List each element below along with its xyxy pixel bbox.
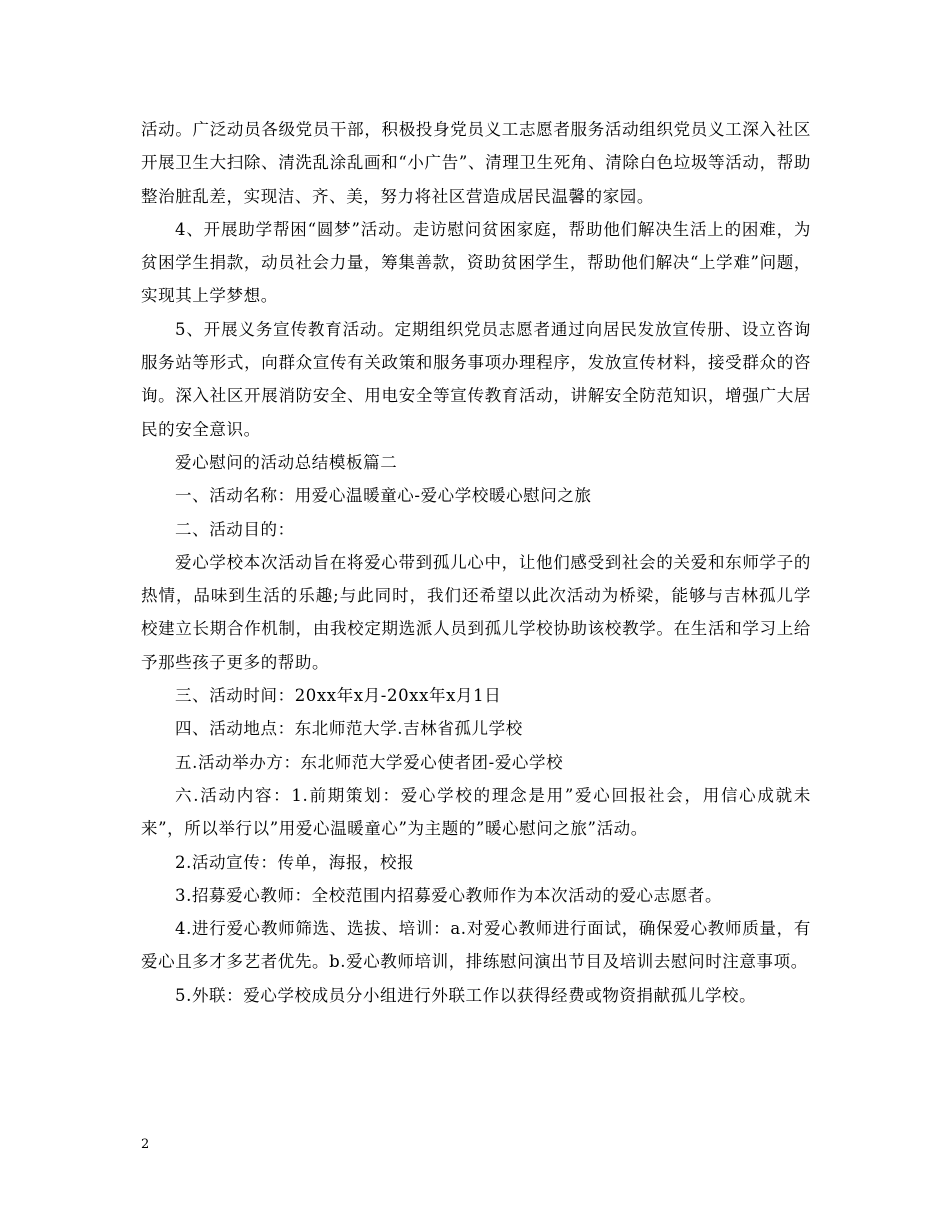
paragraph-activity-location: 四、活动地点：东北师范大学.吉林省孤儿学校: [175, 719, 523, 739]
paragraph-2: 4、开展助学帮困“圆梦”活动。走访慰问贫困家庭，帮助他们解决生活上的困难，为贫困学生捐款，动员社会力量，筹集善款，资助贫困学生，帮助他们解决“上学难”问题，实现其上学梦想。: [141, 219, 811, 306]
paragraph-activity-organizer: 五.活动举办方：东北师范大学爱心使者团-爱心学校: [175, 752, 564, 772]
paragraph-activity-content: 六.活动内容：1.前期策划：爱心学校的理念是用”爱心回报社会，用信心成就未来”，所以举行以”用爱心温暖童心”为主题的”暖心慰问之旅”活动。: [141, 785, 811, 839]
document-body: [141, 113, 811, 1012]
paragraph-teacher-selection: 4.进行爱心教师筛选、选拔、培训：a.对爱心教师进行面试，确保爱心教师质量，有爱心且多才多艺者优先。b.爱心教师培训，排练慰问演出节目及培训去慰问时注意事项。: [141, 919, 811, 972]
paragraph-recruit-teachers: 3.招募爱心教师：全校范围内招募爱心教师作为本次活动的爱心志愿者。: [175, 885, 723, 905]
paragraph-promotion: 2.活动宣传：传单，海报，校报: [175, 852, 415, 872]
paragraph-activity-name: 一、活动名称：用爱心温暖童心-爱心学校暖心慰问之旅: [175, 486, 592, 506]
paragraph-activity-purpose: 爱心学校本次活动旨在将爱心带到孤儿心中，让他们感受到社会的关爱和东师学子的热情，品味到生活的乐趣;与此同时，我们还希望以此次活动为桥梁，能够与吉林孤儿学校建立长期合作机制，由我校定期选派人员到孤儿学校协助该校教学。在生活和学习上给予那些孩子更多的帮助。: [141, 552, 811, 672]
paragraph-3: 5、开展义务宣传教育活动。定期组织党员志愿者通过向居民发放宣传册、设立咨询服务站等形式，向群众宣传有关政策和服务事项办理程序，发放宣传材料，接受群众的咨询。深入社区开展消防安全、用电安全等宣传教育活动，讲解安全防范知识，增强广大居民的安全意识。: [141, 319, 811, 439]
paragraph-activity-purpose-heading: 二、活动目的：: [175, 519, 295, 539]
section-heading: 爱心慰问的活动总结模板篇二: [175, 452, 398, 472]
paragraph-activity-time: 三、活动时间：20xx年x月-20xx年x月1日: [175, 686, 502, 706]
page-number: 2: [141, 1137, 150, 1152]
paragraph-1: 活动。广泛动员各级党员干部，积极投身党员义工志愿者服务活动组织党员义工深入社区开展卫生大扫除、清洗乱涂乱画和“小广告”、清理卫生死角、清除白色垃圾等活动，帮助整治脏乱差，实现洁、齐、美，努力将社区营造成居民温馨的家园。: [141, 120, 811, 206]
paragraph-outreach: 5.外联：爱心学校成员分小组进行外联工作以获得经费或物资捐献孤儿学校。: [175, 985, 757, 1005]
